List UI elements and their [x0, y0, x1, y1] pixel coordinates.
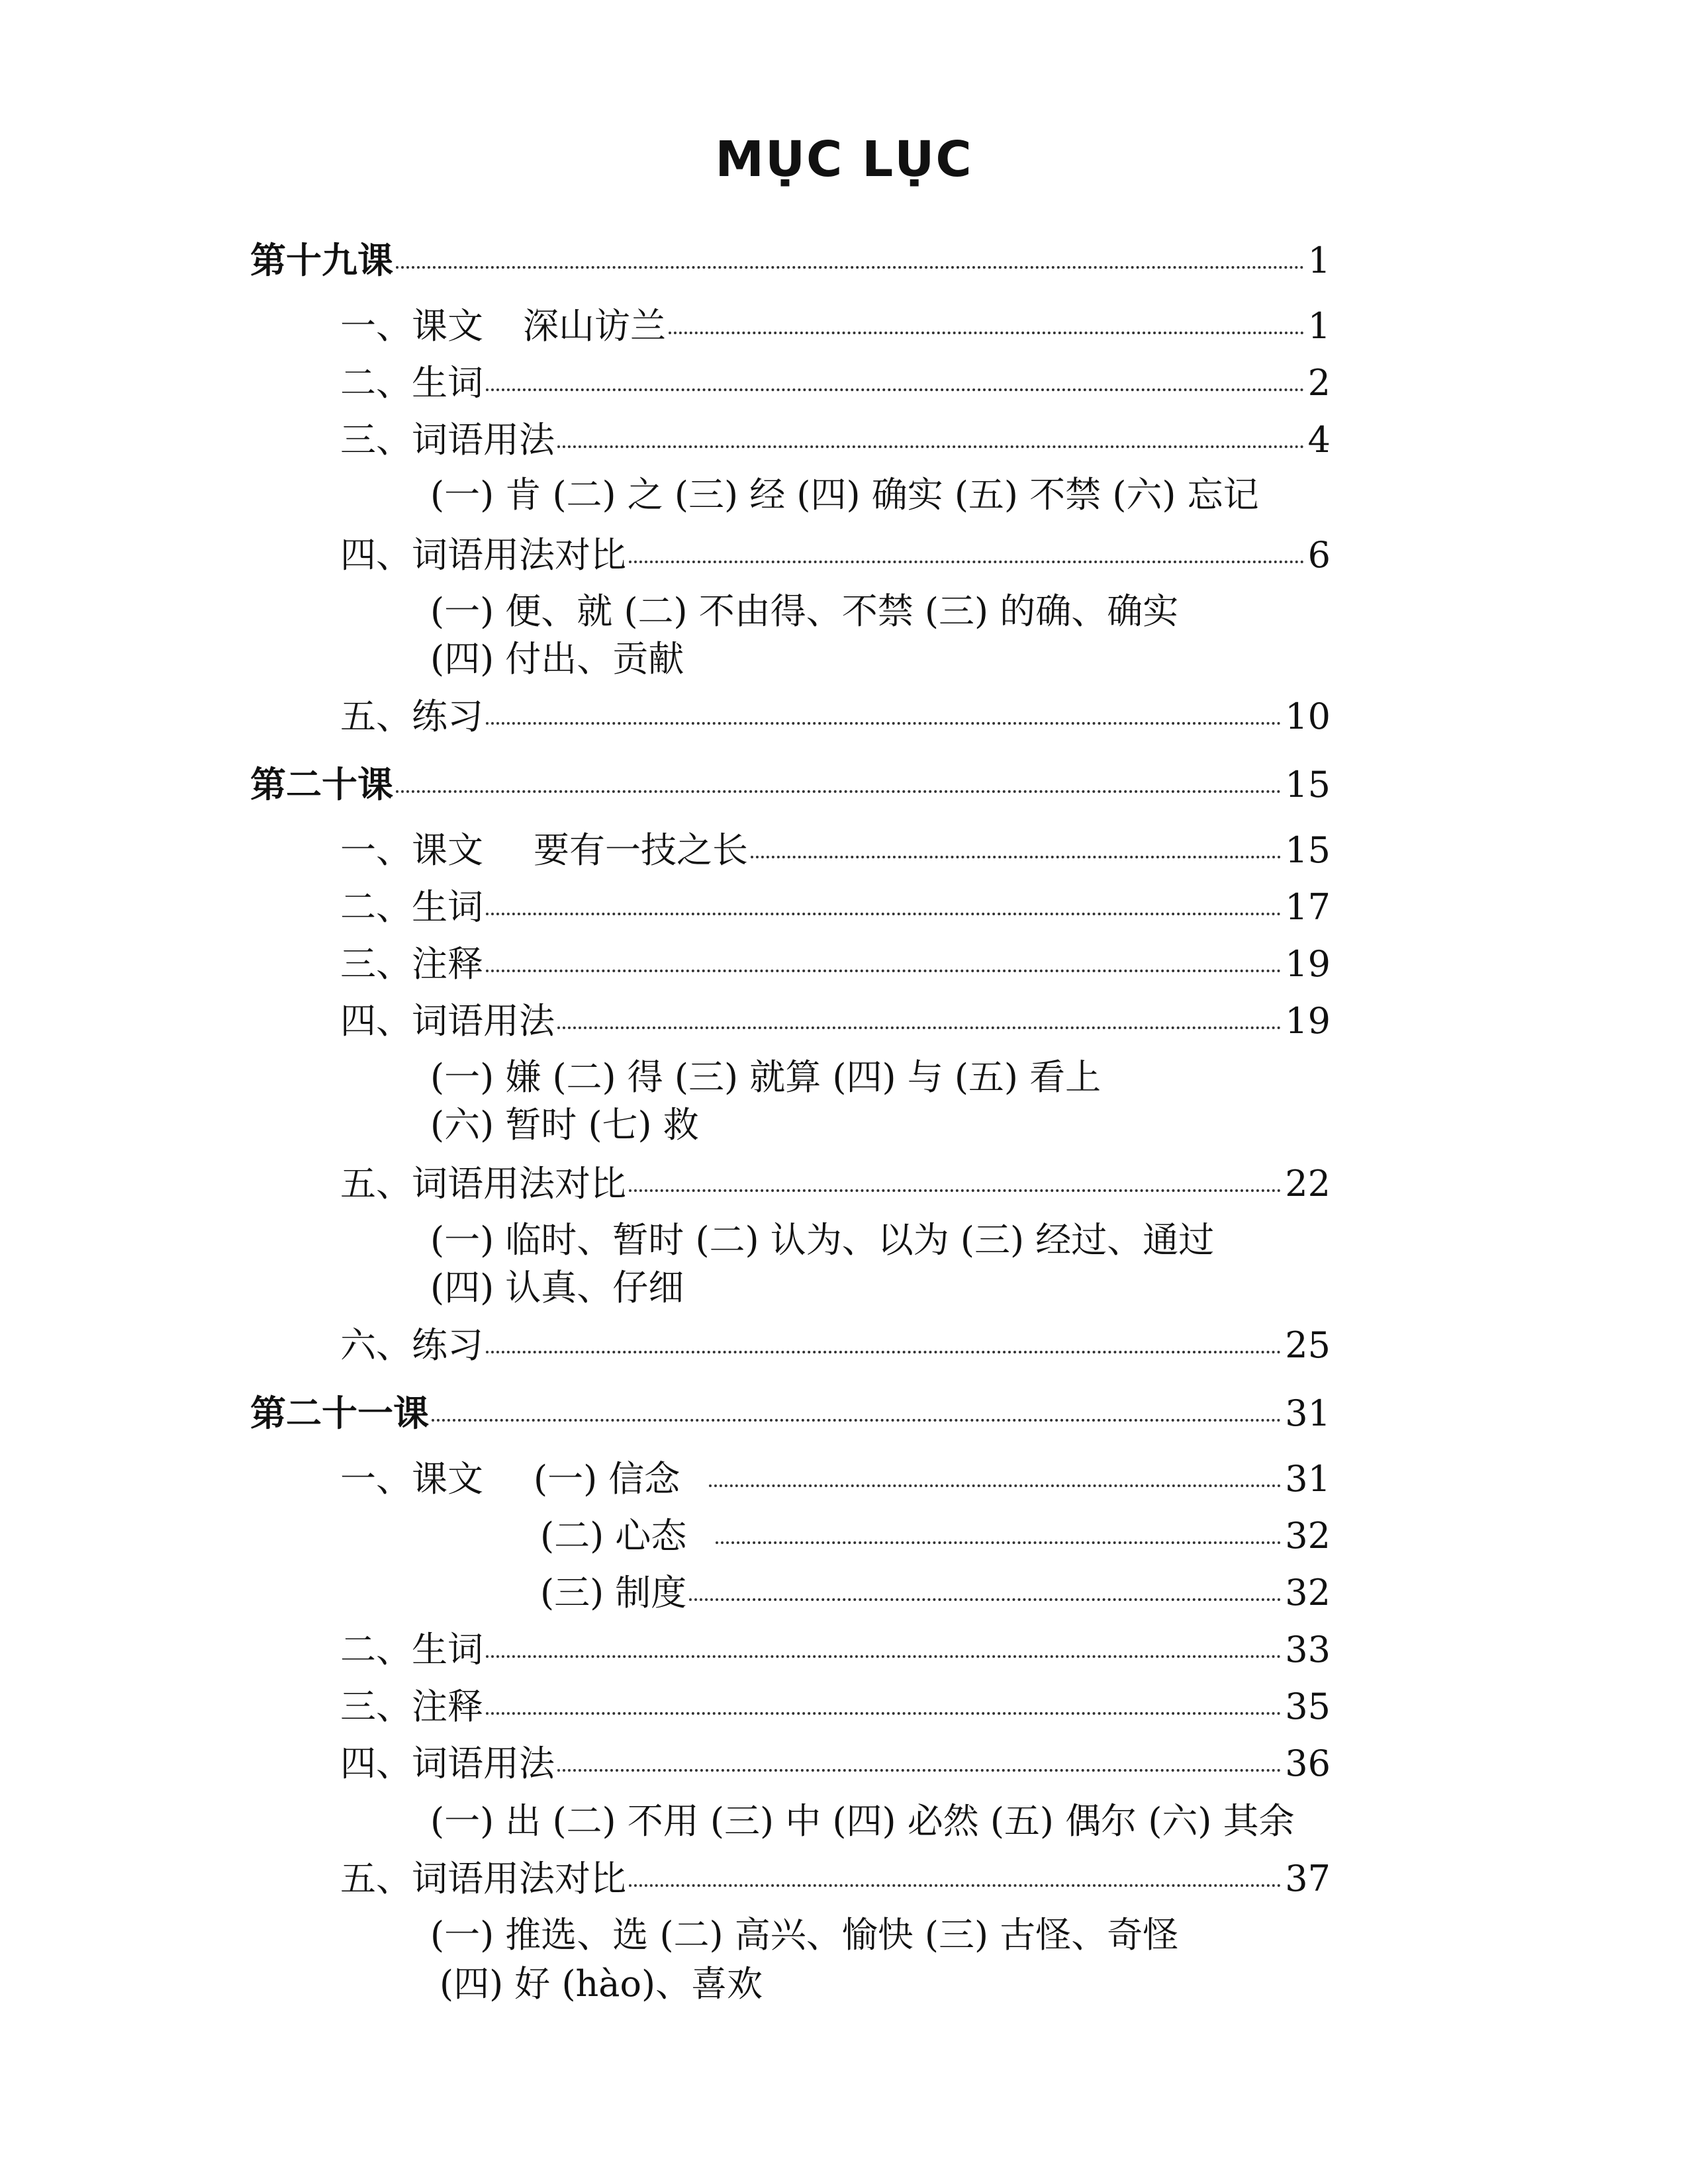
dot-leader — [486, 1655, 1281, 1658]
page-number: 35 — [1285, 1686, 1331, 1727]
lesson-title: 第十九课 — [250, 239, 393, 281]
entry-label: 六、练习 — [340, 1324, 483, 1366]
toc-entry-vocabulary[interactable] — [340, 1628, 1331, 1672]
entry-label: 三、词语用法 — [340, 419, 555, 461]
entry-label: 三、注释 — [340, 1686, 483, 1727]
toc-entry-usage-comparison[interactable] — [340, 1857, 1331, 1901]
toc-lesson-19[interactable] — [250, 238, 1331, 283]
dot-leader — [689, 1598, 1281, 1601]
dot-leader — [557, 445, 1304, 448]
dot-leader — [486, 913, 1281, 915]
toc-lesson-20[interactable] — [250, 762, 1331, 807]
page-number: 36 — [1285, 1743, 1331, 1784]
toc-entry-text-part-3[interactable] — [540, 1571, 1331, 1615]
entry-title: (二) 心态 — [540, 1515, 687, 1557]
entry-label: 五、词语用法对比 — [340, 1163, 626, 1205]
toc-entry-text-part-2[interactable] — [540, 1514, 1331, 1558]
page-number: 32 — [1285, 1515, 1331, 1557]
dot-leader — [486, 1351, 1281, 1353]
entry-title: 深山访兰 — [523, 305, 666, 347]
page-number: 31 — [1285, 1458, 1331, 1500]
page-number: 17 — [1285, 886, 1331, 928]
dot-leader — [629, 1884, 1281, 1887]
entry-title: 要有一技之长 — [534, 829, 748, 871]
dot-leader — [669, 332, 1304, 334]
toc-entry-notes[interactable] — [340, 1685, 1331, 1729]
toc-entry-usage-comparison[interactable] — [340, 1162, 1331, 1206]
entry-label: 三、注释 — [340, 943, 483, 985]
page-number: 10 — [1285, 696, 1331, 737]
toc-entry-text[interactable] — [340, 304, 1331, 348]
entry-title: (一) 信念 — [534, 1458, 680, 1500]
usage-word-list: (一) 嫌 (二) 得 (三) 就算 (四) 与 (五) 看上 — [430, 1056, 1102, 1098]
dot-leader — [432, 1419, 1281, 1422]
dot-leader — [486, 388, 1304, 391]
entry-label: 一、课文 — [340, 829, 483, 871]
page-number: 32 — [1285, 1572, 1331, 1614]
entry-label: 二、生词 — [340, 886, 483, 928]
comparison-word-list: (四) 好 (hào)、喜欢 — [440, 1963, 763, 2005]
usage-word-list: (一) 肯 (二) 之 (三) 经 (四) 确实 (五) 不禁 (六) 忘记 — [430, 474, 1259, 516]
toc-entry-text-part-1[interactable] — [340, 1457, 1331, 1501]
entry-label: 四、词语用法 — [340, 1743, 555, 1784]
toc-entry-word-usage[interactable] — [340, 418, 1331, 462]
page-number: 15 — [1285, 829, 1331, 871]
toc-entry-notes[interactable] — [340, 942, 1331, 986]
toc-entry-exercises[interactable] — [340, 695, 1331, 739]
entry-label: 一、课文 — [340, 305, 483, 347]
dot-leader — [396, 266, 1304, 269]
entry-label: 一、课文 — [340, 1458, 483, 1500]
dot-leader — [751, 856, 1281, 858]
lesson-title: 第二十课 — [250, 763, 393, 805]
page-number: 6 — [1307, 534, 1331, 576]
toc-lesson-21[interactable] — [250, 1391, 1331, 1435]
page-number: 33 — [1285, 1629, 1331, 1670]
entry-label: 五、练习 — [340, 696, 483, 737]
dot-leader — [396, 790, 1281, 793]
page-number: 22 — [1285, 1163, 1331, 1205]
usage-word-list: (六) 暂时 (七) 救 — [430, 1104, 699, 1146]
comparison-word-list: (一) 临时、暂时 (二) 认为、以为 (三) 经过、通过 — [430, 1219, 1215, 1261]
toc-entry-text[interactable] — [340, 829, 1331, 872]
entry-label: 四、词语用法对比 — [340, 534, 626, 576]
toc-entry-vocabulary[interactable] — [340, 886, 1331, 929]
comparison-word-list: (四) 付出、贡献 — [430, 638, 684, 680]
dot-leader — [557, 1026, 1281, 1029]
toc-entry-word-usage[interactable] — [340, 1742, 1331, 1786]
entry-label: 四、词语用法 — [340, 1000, 555, 1042]
page-number: 31 — [1285, 1392, 1331, 1434]
dot-leader — [709, 1484, 1281, 1487]
toc-entry-usage-comparison[interactable] — [340, 533, 1331, 577]
dot-leader — [486, 722, 1281, 725]
comparison-word-list: (四) 认真、仔细 — [430, 1267, 684, 1308]
dot-leader — [557, 1769, 1281, 1772]
entry-label: 五、词语用法对比 — [340, 1858, 626, 1899]
dot-leader — [629, 561, 1304, 563]
page-number: 25 — [1285, 1324, 1331, 1366]
entry-title: (三) 制度 — [540, 1572, 687, 1614]
dot-leader — [486, 1712, 1281, 1715]
page-number: 1 — [1307, 305, 1331, 347]
page-number: 37 — [1285, 1858, 1331, 1899]
toc-entry-vocabulary[interactable] — [340, 361, 1331, 405]
page-number: 1 — [1307, 240, 1331, 281]
lesson-title: 第二十一课 — [250, 1392, 429, 1434]
page-number: 19 — [1285, 1000, 1331, 1042]
comparison-word-list: (一) 推选、选 (二) 高兴、愉快 (三) 古怪、奇怪 — [430, 1914, 1179, 1956]
dot-leader — [486, 970, 1281, 972]
dot-leader — [716, 1541, 1281, 1544]
dot-leader — [629, 1189, 1281, 1192]
toc-entry-exercises[interactable] — [340, 1324, 1331, 1367]
entry-label: 二、生词 — [340, 1629, 483, 1670]
page-number: 4 — [1307, 419, 1331, 461]
page-number: 19 — [1285, 943, 1331, 985]
page-number: 15 — [1285, 764, 1331, 805]
usage-word-list: (一) 出 (二) 不用 (三) 中 (四) 必然 (五) 偶尔 (六) 其余 — [430, 1800, 1295, 1842]
comparison-word-list: (一) 便、就 (二) 不由得、不禁 (三) 的确、确实 — [430, 590, 1179, 632]
entry-label: 二、生词 — [340, 362, 483, 404]
toc-entry-word-usage[interactable] — [340, 999, 1331, 1043]
page-title: MỤC LỤC — [715, 131, 973, 188]
page-number: 2 — [1307, 362, 1331, 404]
